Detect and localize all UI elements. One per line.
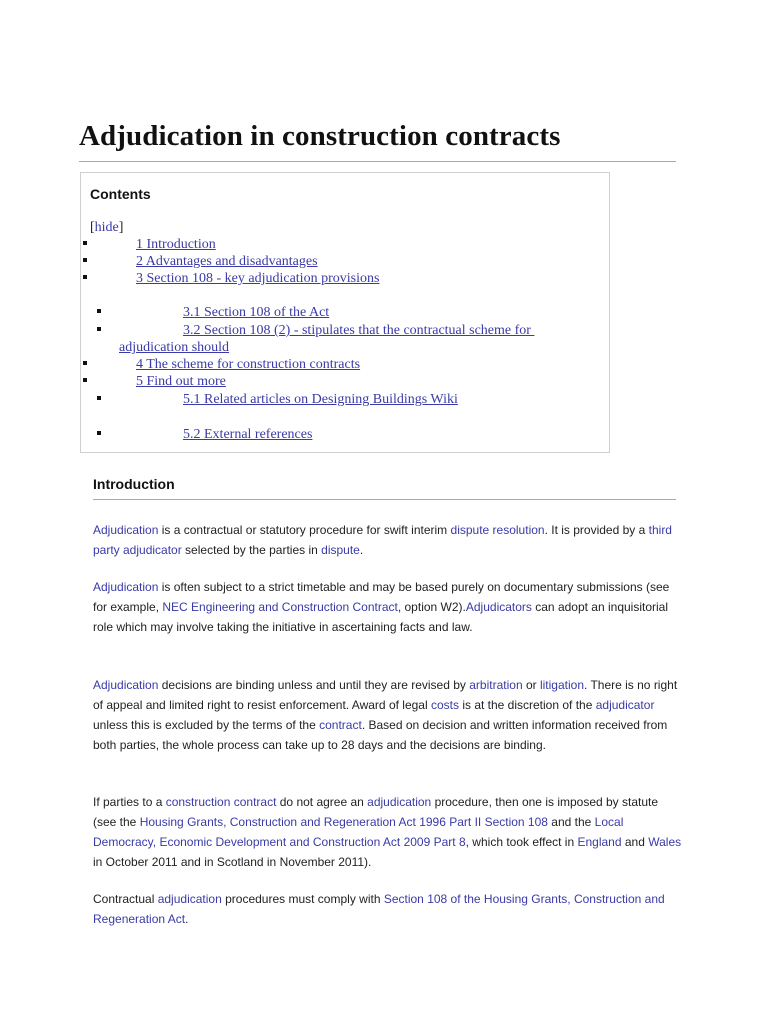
link-england[interactable]: England: [577, 835, 622, 849]
link-adjudicator[interactable]: adjudicator: [595, 698, 655, 712]
link-adjudication[interactable]: Adjudication: [93, 678, 159, 692]
text: procedure, then one is imposed by statute (see the: [93, 795, 659, 829]
intro-paragraph-4: [93, 792, 683, 872]
link-adjudication[interactable]: adjudication: [367, 795, 432, 809]
toc-item-advantages[interactable]: 2 Advantages and disadvantages: [136, 254, 318, 269]
text: or: [522, 678, 540, 692]
link-contract[interactable]: contract: [319, 718, 362, 732]
toc-bullet: [83, 361, 87, 365]
toc-item-find-out-more[interactable]: 5 Find out more: [136, 374, 226, 389]
toc-item-scheme[interactable]: 4 The scheme for construction contracts: [136, 357, 361, 372]
toc-bullet: [97, 396, 101, 400]
toc-item-section-108-2-cont[interactable]: adjudication should: [119, 340, 230, 355]
text: , option W2).: [397, 600, 466, 614]
text: do not agree an: [276, 795, 368, 809]
toc-hide-link[interactable]: hide: [94, 220, 119, 235]
text: and the: [547, 815, 595, 829]
text: can adopt an inquisitorial role which may involve taking the initiative in ascertaining facts and law.: [93, 600, 669, 634]
toc-bullet: [83, 258, 87, 262]
intro-paragraph-5: [93, 889, 683, 929]
link-wales[interactable]: Wales: [648, 835, 682, 849]
text: decisions are binding unless and until they are revised by: [158, 678, 470, 692]
text: .: [359, 543, 364, 557]
toc-bullet: [83, 378, 87, 382]
toc-hide-bracket-close: ]: [118, 220, 124, 235]
text: is a contractual or statutory procedure for swift interim: [158, 523, 451, 537]
toc-bullet: [97, 431, 101, 435]
link-housing-grants-act[interactable]: Housing Grants, Construction and Regeneration Act 1996 Part II Section 108: [139, 815, 548, 829]
link-local-democracy-act[interactable]: Local Democracy, Economic Development and Construction Act 2009 Part 8: [93, 815, 624, 849]
intro-paragraph-1: [93, 520, 683, 560]
text: . There is no right of appeal and limited right to resist enforcement. Award of legal: [93, 678, 678, 712]
text: in October 2011 and in Scotland in November 2011).: [93, 855, 372, 869]
toc-item-section-108[interactable]: 3 Section 108 - key adjudication provisions: [136, 271, 380, 286]
toc-hide-toggle: [90, 220, 123, 236]
text: is at the discretion of the: [458, 698, 596, 712]
link-litigation[interactable]: litigation: [539, 678, 584, 692]
page-title: Adjudication in construction contracts: [79, 120, 561, 152]
text: , which took effect in: [465, 835, 578, 849]
link-arbitration[interactable]: arbitration: [469, 678, 523, 692]
toc-title: Contents: [90, 186, 151, 202]
link-adjudication[interactable]: Adjudication: [93, 523, 159, 537]
toc-item-section-108-2[interactable]: 3.2 Section 108 (2) - stipulates that the contractual scheme for: [183, 323, 535, 338]
toc-item-section-108-act[interactable]: 3.1 Section 108 of the Act: [183, 305, 330, 320]
section-divider: [93, 499, 676, 500]
text: unless this is excluded by the terms of the: [93, 718, 320, 732]
toc-hide-bracket-open: [: [90, 220, 95, 235]
text: selected by the parties in: [181, 543, 322, 557]
link-adjudicators[interactable]: Adjudicators: [465, 600, 532, 614]
section-heading-introduction: Introduction: [93, 476, 175, 492]
intro-paragraph-2: [93, 577, 681, 637]
intro-paragraph-3: [93, 675, 683, 755]
link-nec-contract[interactable]: NEC Engineering and Construction Contract: [162, 600, 398, 614]
title-divider: [79, 161, 676, 162]
link-costs[interactable]: costs: [430, 698, 459, 712]
link-dispute-resolution[interactable]: dispute resolution: [450, 523, 545, 537]
text: procedures must comply with: [221, 892, 384, 906]
text: Contractual: [93, 892, 158, 906]
link-construction-contract[interactable]: construction contract: [165, 795, 277, 809]
text: is often subject to a strict timetable and may be based purely on documentary submissions (see for example,: [93, 580, 670, 614]
toc-item-external-references[interactable]: 5.2 External references: [183, 427, 313, 442]
toc-bullet: [97, 327, 101, 331]
text: and: [621, 835, 649, 849]
text: .: [185, 912, 189, 926]
text: . Based on decision and written information received from both parties, the whole process can take up to 28 days and the decisions are binding.: [93, 718, 668, 752]
link-adjudication[interactable]: Adjudication: [93, 580, 159, 594]
text: . It is provided by a: [544, 523, 649, 537]
link-third-party-adjudicator[interactable]: third party adjudicator: [93, 523, 672, 557]
text: If parties to a: [93, 795, 166, 809]
link-adjudication[interactable]: adjudication: [157, 892, 222, 906]
toc-item-introduction[interactable]: 1 Introduction: [136, 237, 216, 252]
link-dispute[interactable]: dispute: [321, 543, 360, 557]
table-of-contents: [80, 172, 610, 453]
toc-bullet: [83, 241, 87, 245]
link-section-108-housing-grants[interactable]: Section 108 of the Housing Grants, Construction and Regeneration Act: [93, 892, 665, 926]
toc-item-related-articles[interactable]: 5.1 Related articles on Designing Buildings Wiki: [183, 392, 458, 407]
toc-bullet: [83, 275, 87, 279]
toc-bullet: [97, 309, 101, 313]
